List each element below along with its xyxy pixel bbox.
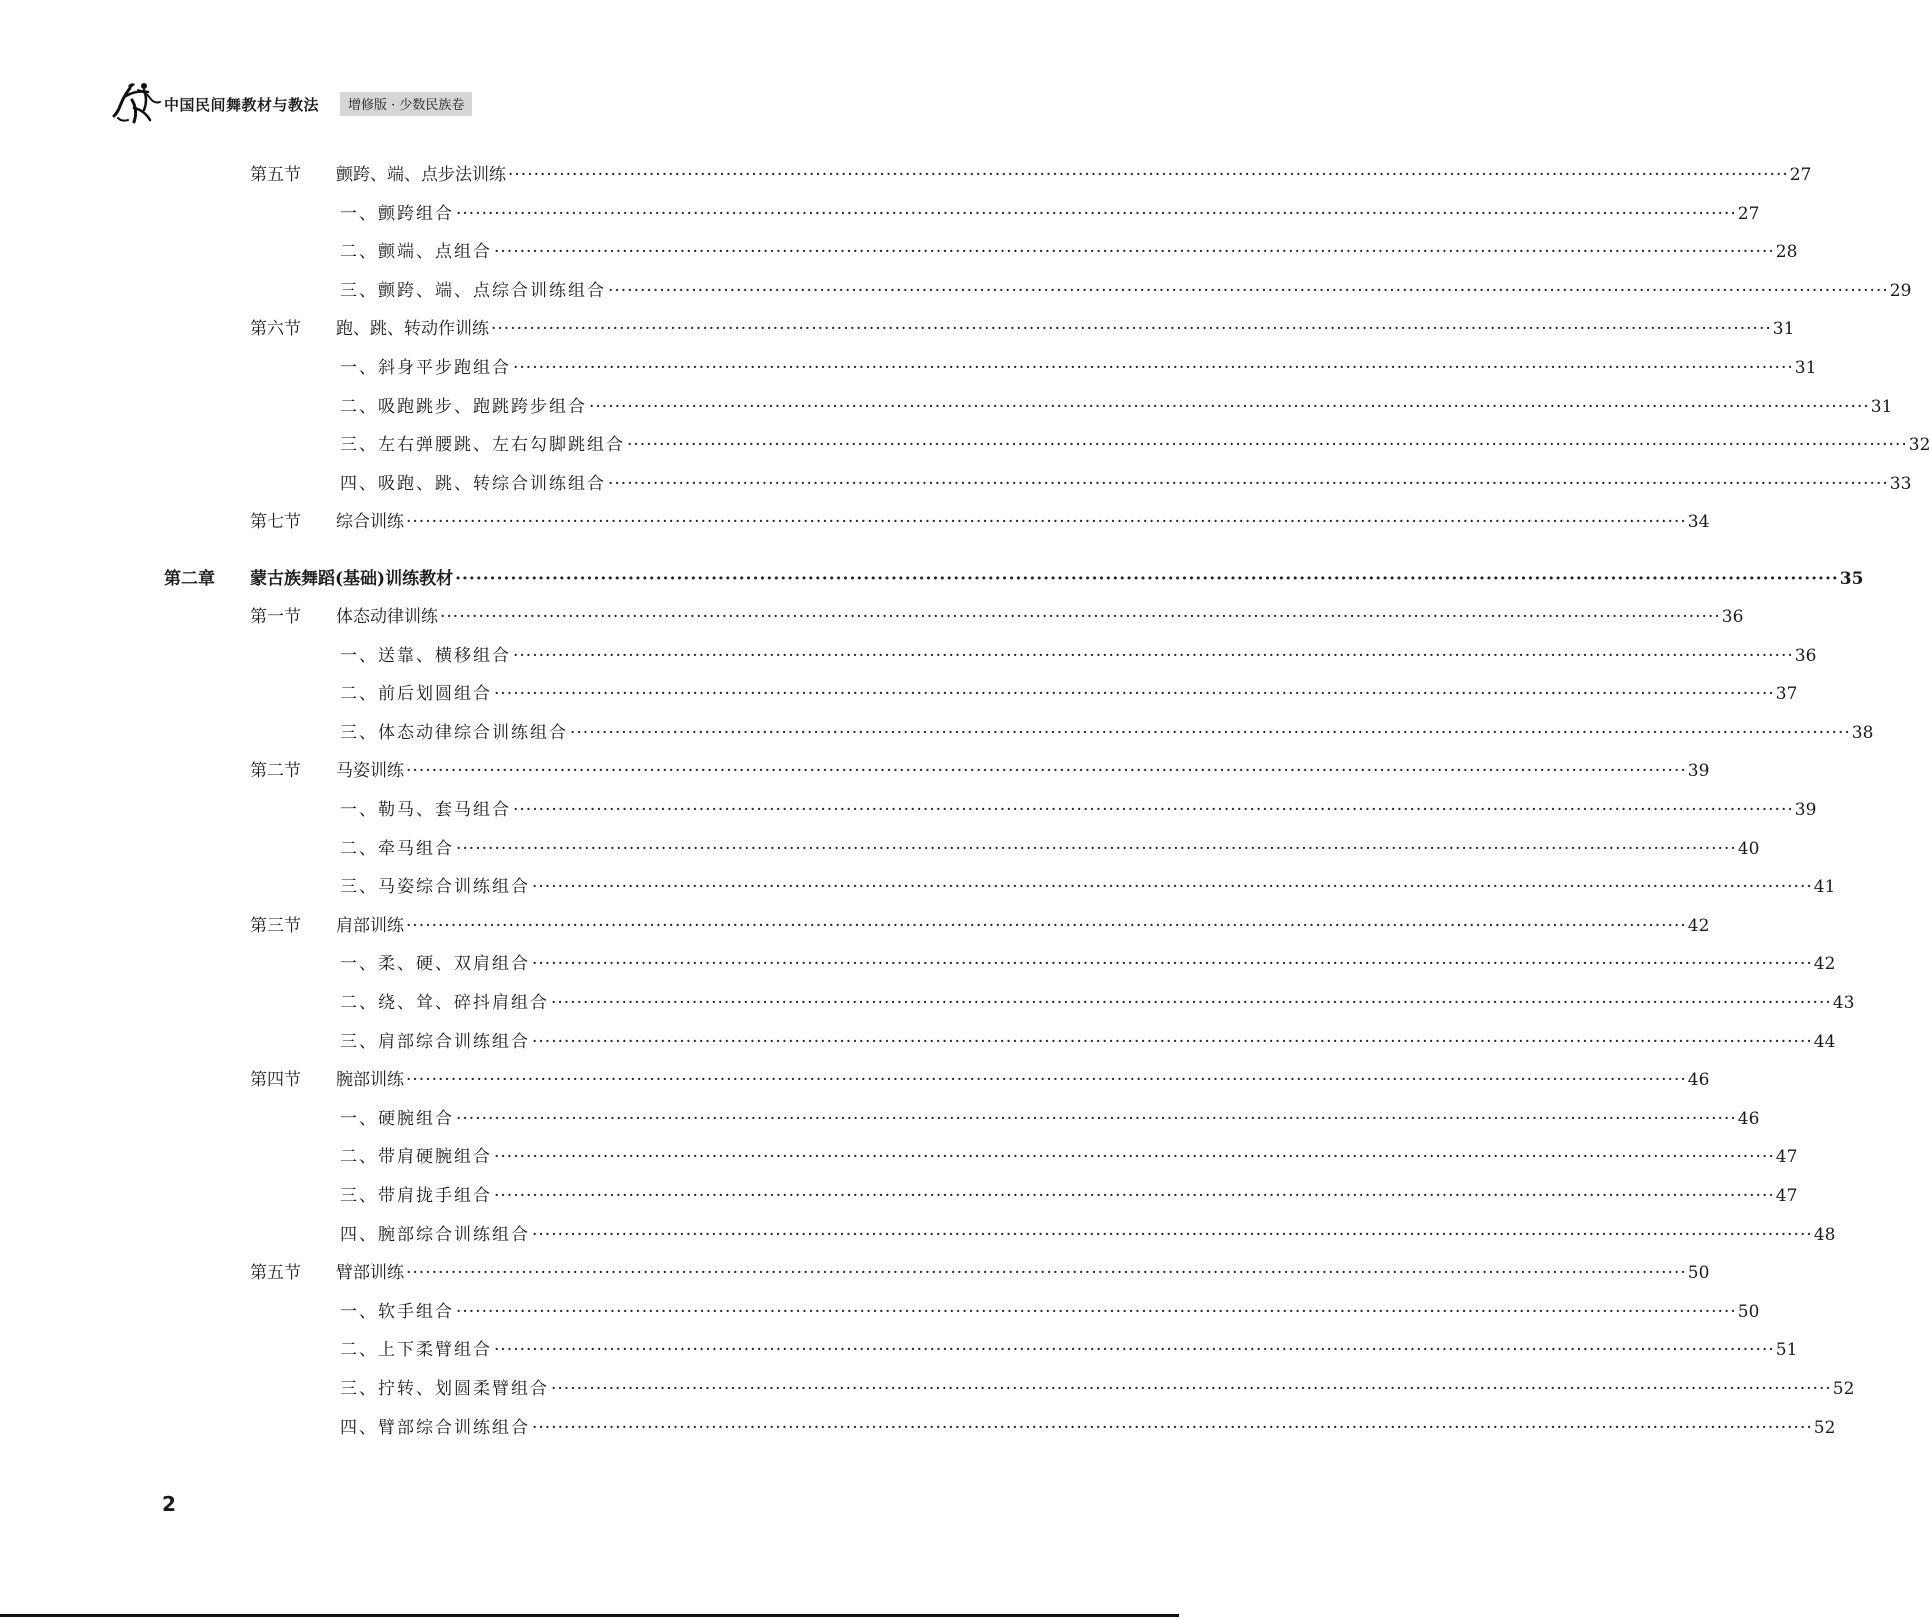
toc-entry-page: 42 [1813, 954, 1836, 975]
toc-entry-title: 四、臂部综合训练组合 [340, 1417, 530, 1438]
dot-leader: ········································································································································································································ [456, 838, 1737, 859]
toc-entry-page: 31 [1772, 319, 1795, 340]
toc-entry-item [340, 199, 1760, 229]
toc-entry-number: 第四节 [250, 1070, 301, 1091]
toc-entry-page: 29 [1889, 280, 1912, 301]
toc-entry-title: 三、颤跨、端、点综合训练组合 [340, 280, 606, 301]
toc-entry-page: 31 [1794, 358, 1817, 378]
toc-entry-page: 33 [1889, 473, 1912, 494]
toc-entry-section [250, 314, 1795, 344]
toc-entry-number: 第三节 [250, 915, 301, 936]
toc-entry-number: 第六节 [250, 319, 301, 340]
dot-leader: ········································································································································································································ [570, 722, 1851, 743]
toc-entry-item [340, 795, 1817, 825]
toc-entry-number: 第七节 [250, 512, 301, 533]
toc-entry-item [340, 1027, 1836, 1057]
dot-leader: ········································································································································································································ [551, 993, 1832, 1013]
toc-entry-page: 28 [1775, 242, 1798, 263]
toc-entry-page: 36 [1721, 607, 1744, 627]
dot-leader: ········································································································································································································ [513, 645, 1794, 666]
toc-entry-title: 臂部训练 [336, 1263, 404, 1284]
dot-leader: ········································································································································································································ [406, 1070, 1687, 1091]
dot-leader: ········································································································································································································ [494, 1147, 1775, 1168]
toc-entry-page: 36 [1794, 645, 1817, 666]
toc-entry-page: 34 [1687, 512, 1710, 533]
dot-leader: ········································································································································································································ [491, 319, 1772, 340]
toc-entry-number: 第五节 [250, 165, 301, 185]
toc-entry-page: 48 [1813, 1224, 1836, 1245]
dot-leader: ········································································································································································································ [406, 915, 1687, 936]
toc-entry-title: 一、勒马、套马组合 [340, 800, 511, 820]
toc-entry-section [250, 602, 1744, 632]
toc-entry-title: 一、硬腕组合 [340, 1108, 454, 1129]
toc-entry-item [340, 392, 1893, 422]
toc-entry-page: 52 [1813, 1417, 1836, 1438]
toc-entry-section [250, 507, 1710, 537]
toc-entry-item [340, 641, 1817, 671]
toc-entry-title: 一、送靠、横移组合 [340, 645, 511, 666]
toc-entry-page: 44 [1813, 1031, 1836, 1052]
dot-leader: ········································································································································································································ [589, 396, 1870, 417]
toc-entry-page: 35 [1839, 569, 1864, 589]
toc-entry-page: 42 [1687, 915, 1710, 936]
toc-entry-page: 51 [1775, 1340, 1798, 1361]
toc-entry-item [340, 469, 1912, 499]
toc-entry-title: 腕部训练 [336, 1070, 404, 1091]
toc-entry-title: 三、带肩拢手组合 [340, 1186, 492, 1206]
toc-entry-title: 二、牵马组合 [340, 838, 454, 859]
toc-entry-number: 第二章 [164, 569, 215, 589]
toc-entry-title: 四、腕部综合训练组合 [340, 1224, 530, 1245]
toc-entry-page: 32 [1908, 435, 1930, 456]
toc-entry-number: 第二节 [250, 761, 301, 782]
toc-entry-section [250, 160, 1812, 190]
toc-entry-title: 二、颤端、点组合 [340, 242, 492, 263]
toc-entry-item [340, 1413, 1836, 1443]
dot-leader: ········································································································································································································ [456, 203, 1737, 224]
toc-entry-title: 三、左右弹腰跳、左右勾脚跳组合 [340, 435, 625, 456]
toc-entry-page: 31 [1870, 396, 1893, 417]
dot-leader: ········································································································································································································ [494, 242, 1775, 263]
page-number: 2 [162, 1492, 176, 1516]
running-header [108, 78, 528, 128]
dot-leader: ········································································································································································································ [532, 1417, 1813, 1438]
toc-entry-page: 47 [1775, 1186, 1798, 1206]
dot-leader: ········································································································································································································ [494, 1340, 1775, 1361]
toc-entry-item [340, 679, 1798, 709]
toc-entry-item [340, 1181, 1798, 1211]
dot-leader: ········································································································································································································ [532, 1031, 1813, 1052]
bottom-rule [0, 1614, 1179, 1617]
toc-entry-item [340, 1335, 1798, 1365]
toc-entry-page: 52 [1832, 1379, 1855, 1399]
dot-leader: ········································································································································································································ [456, 1301, 1737, 1322]
book-subtitle: 增修版 · 少数民族卷 [340, 92, 472, 116]
toc-entry-item [340, 430, 1930, 460]
toc-entry-title: 二、上下柔臂组合 [340, 1340, 492, 1361]
dot-leader: ········································································································································································································ [532, 954, 1813, 975]
toc-entry-item [340, 1297, 1760, 1327]
toc-entry-item [340, 834, 1760, 864]
toc-entry-title: 三、体态动律综合训练组合 [340, 722, 568, 743]
toc-entry-page: 41 [1813, 877, 1836, 898]
dot-leader: ········································································································································································································ [406, 761, 1687, 782]
toc-entry-item [340, 718, 1874, 748]
toc-entry-item [340, 237, 1798, 267]
toc-entry-title: 三、肩部综合训练组合 [340, 1031, 530, 1052]
dot-leader: ········································································································································································································ [440, 607, 1721, 627]
toc-entry-title: 一、柔、硬、双肩组合 [340, 954, 530, 975]
dancer-logo-icon [108, 78, 162, 128]
toc-entry-page: 27 [1789, 165, 1812, 185]
toc-entry-page: 38 [1851, 722, 1874, 743]
toc-entry-page: 39 [1794, 800, 1817, 820]
toc-entry-page: 40 [1737, 838, 1760, 859]
toc-entry-page: 43 [1832, 993, 1855, 1013]
toc-entry-section [250, 1065, 1710, 1095]
dot-leader: ········································································································································································································ [513, 800, 1794, 820]
toc-entry-item [340, 988, 1855, 1018]
toc-entry-page: 50 [1737, 1301, 1760, 1322]
toc-entry-item [340, 353, 1817, 383]
dot-leader: ········································································································································································································ [513, 358, 1794, 378]
toc-entry-title: 三、马姿综合训练组合 [340, 877, 530, 898]
toc-entry-title: 马姿训练 [336, 761, 404, 782]
toc-entry-number: 第一节 [250, 607, 301, 627]
toc-entry-title: 一、颤跨组合 [340, 203, 454, 224]
toc-entry-number: 第五节 [250, 1263, 301, 1284]
toc-entry-page: 46 [1737, 1108, 1760, 1129]
dot-leader: ········································································································································································································ [627, 435, 1908, 456]
dot-leader: ········································································································································································································ [551, 1379, 1832, 1399]
toc-entry-title: 二、绕、耸、碎抖肩组合 [340, 993, 549, 1013]
toc-entry-page: 37 [1775, 684, 1798, 705]
dot-leader: ········································································································································································································ [494, 1186, 1775, 1206]
toc-entry-title: 一、斜身平步跑组合 [340, 358, 511, 378]
dot-leader: ········································································································································································································ [608, 280, 1889, 301]
toc-entry-page: 47 [1775, 1147, 1798, 1168]
toc-entry-title: 蒙古族舞蹈(基础)训练教材 [250, 569, 454, 589]
toc-entry-title: 综合训练 [336, 512, 404, 533]
toc-entry-item [340, 872, 1836, 902]
toc-entry-section [250, 1258, 1710, 1288]
dot-leader: ········································································································································································································ [532, 877, 1813, 898]
toc-entry-title: 一、软手组合 [340, 1301, 454, 1322]
toc-entry-item [340, 1220, 1836, 1250]
toc-entry-title: 二、吸跑跳步、跑跳跨步组合 [340, 396, 587, 417]
toc-entry-item [340, 1104, 1760, 1134]
toc-entry-title: 体态动律训练 [336, 607, 438, 627]
toc-entry-title: 二、带肩硬腕组合 [340, 1147, 492, 1168]
dot-leader: ········································································································································································································ [608, 473, 1889, 494]
toc-entry-title: 跑、跳、转动作训练 [336, 319, 489, 340]
toc-entry-page: 46 [1687, 1070, 1710, 1091]
toc-entry-section [250, 756, 1710, 786]
toc-entry-item [340, 949, 1836, 979]
dot-leader: ········································································································································································································ [456, 1108, 1737, 1129]
dot-leader: ········································································································································································································ [455, 569, 1839, 589]
toc-entry-page: 27 [1737, 203, 1760, 224]
dot-leader: ········································································································································································································ [508, 165, 1789, 185]
toc-entry-title: 三、拧转、划圆柔臂组合 [340, 1379, 549, 1399]
dot-leader: ········································································································································································································ [532, 1224, 1813, 1245]
toc-entry-item [340, 1374, 1855, 1404]
toc-entry-item [340, 276, 1912, 306]
toc-entry-page: 50 [1687, 1263, 1710, 1284]
book-title: 中国民间舞教材与教法 [164, 96, 320, 114]
toc-entry-item [340, 1142, 1798, 1172]
dot-leader: ········································································································································································································ [406, 1263, 1687, 1284]
toc-entry-chapter [164, 564, 1864, 594]
dot-leader: ········································································································································································································ [406, 512, 1687, 533]
toc-entry-title: 颤跨、端、点步法训练 [336, 165, 506, 185]
dot-leader: ········································································································································································································ [494, 684, 1775, 705]
toc-entry-title: 四、吸跑、跳、转综合训练组合 [340, 473, 606, 494]
toc-entry-title: 二、前后划圆组合 [340, 684, 492, 705]
toc-entry-title: 肩部训练 [336, 915, 404, 936]
toc-entry-page: 39 [1687, 761, 1710, 782]
toc-entry-section [250, 911, 1710, 941]
